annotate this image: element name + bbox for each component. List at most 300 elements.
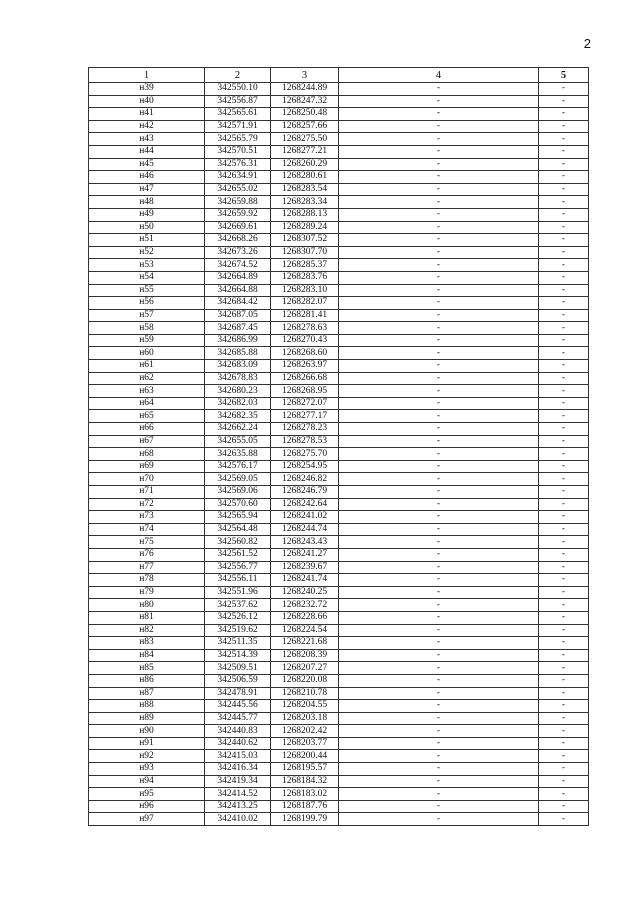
y-coordinate-cell: 1268281.41 (271, 309, 339, 322)
col-4-cell: - (339, 775, 539, 788)
y-coordinate-cell: 1268208.39 (271, 649, 339, 662)
col-4-cell: - (339, 410, 539, 423)
table-row (89, 498, 589, 511)
col-4-cell: - (339, 473, 539, 486)
table-row (89, 574, 589, 587)
col-4-cell: - (339, 372, 539, 385)
col-4-cell: - (339, 133, 539, 146)
point-id-cell: н89 (89, 712, 205, 725)
x-coordinate-cell: 342556.77 (205, 561, 271, 574)
x-coordinate-cell: 342659.92 (205, 208, 271, 221)
point-id-cell: н39 (89, 83, 205, 96)
col-4-cell: - (339, 360, 539, 373)
x-coordinate-cell: 342560.82 (205, 536, 271, 549)
header-row (89, 68, 589, 83)
point-id-cell: н76 (89, 548, 205, 561)
x-coordinate-cell: 342687.05 (205, 309, 271, 322)
y-coordinate-cell: 1268278.53 (271, 435, 339, 448)
col-5-cell: - (539, 108, 589, 121)
table-row (89, 662, 589, 675)
y-coordinate-cell: 1268283.10 (271, 284, 339, 297)
col-4-cell: - (339, 83, 539, 96)
y-coordinate-cell: 1268250.48 (271, 108, 339, 121)
y-coordinate-cell: 1268232.72 (271, 599, 339, 612)
point-id-cell: н58 (89, 322, 205, 335)
y-coordinate-cell: 1268307.52 (271, 234, 339, 247)
point-id-cell: н81 (89, 611, 205, 624)
table-row (89, 83, 589, 96)
col-5-cell: - (539, 599, 589, 612)
table-row (89, 410, 589, 423)
col-5-cell: - (539, 523, 589, 536)
col-4-cell: - (339, 259, 539, 272)
point-id-cell: н73 (89, 511, 205, 524)
col-5-cell: - (539, 725, 589, 738)
x-coordinate-cell: 342570.60 (205, 498, 271, 511)
table-row (89, 120, 589, 133)
col-5-cell: - (539, 687, 589, 700)
col-5-cell: - (539, 385, 589, 398)
col-4-cell: - (339, 561, 539, 574)
col-4-cell: - (339, 334, 539, 347)
col-5-cell: - (539, 271, 589, 284)
y-coordinate-cell: 1268277.21 (271, 145, 339, 158)
col-5-cell: - (539, 788, 589, 801)
x-coordinate-cell: 342440.83 (205, 725, 271, 738)
point-id-cell: н83 (89, 637, 205, 650)
point-id-cell: н65 (89, 410, 205, 423)
point-id-cell: н74 (89, 523, 205, 536)
point-id-cell: н63 (89, 385, 205, 398)
col-5-cell: - (539, 435, 589, 448)
table-row (89, 788, 589, 801)
table-row (89, 763, 589, 776)
x-coordinate-cell: 342682.03 (205, 397, 271, 410)
x-coordinate-cell: 342682.35 (205, 410, 271, 423)
col-4-cell: - (339, 460, 539, 473)
y-coordinate-cell: 1268307.70 (271, 246, 339, 259)
table-row (89, 523, 589, 536)
col-5-cell: - (539, 700, 589, 713)
table-body (89, 83, 589, 826)
col-4-cell: - (339, 347, 539, 360)
header-col-5: 5 (539, 68, 589, 83)
point-id-cell: н95 (89, 788, 205, 801)
table-row (89, 208, 589, 221)
y-coordinate-cell: 1268221.68 (271, 637, 339, 650)
y-coordinate-cell: 1268278.23 (271, 423, 339, 436)
y-coordinate-cell: 1268268.60 (271, 347, 339, 360)
col-5-cell: - (539, 284, 589, 297)
table-row (89, 221, 589, 234)
col-5-cell: - (539, 360, 589, 373)
col-5-cell: - (539, 120, 589, 133)
y-coordinate-cell: 1268200.44 (271, 750, 339, 763)
col-5-cell: - (539, 548, 589, 561)
col-4-cell: - (339, 574, 539, 587)
col-4-cell: - (339, 800, 539, 813)
table-row (89, 423, 589, 436)
col-4-cell: - (339, 599, 539, 612)
col-4-cell: - (339, 246, 539, 259)
col-4-cell: - (339, 611, 539, 624)
y-coordinate-cell: 1268228.66 (271, 611, 339, 624)
col-5-cell: - (539, 775, 589, 788)
table-row (89, 687, 589, 700)
y-coordinate-cell: 1268241.74 (271, 574, 339, 587)
col-4-cell: - (339, 423, 539, 436)
y-coordinate-cell: 1268278.63 (271, 322, 339, 335)
col-4-cell: - (339, 448, 539, 461)
x-coordinate-cell: 342686.99 (205, 334, 271, 347)
point-id-cell: н43 (89, 133, 205, 146)
table-row (89, 649, 589, 662)
point-id-cell: н48 (89, 196, 205, 209)
y-coordinate-cell: 1268283.34 (271, 196, 339, 209)
y-coordinate-cell: 1268263.97 (271, 360, 339, 373)
table-row (89, 397, 589, 410)
point-id-cell: н92 (89, 750, 205, 763)
col-4-cell: - (339, 120, 539, 133)
x-coordinate-cell: 342565.79 (205, 133, 271, 146)
x-coordinate-cell: 342526.12 (205, 611, 271, 624)
table-row (89, 548, 589, 561)
point-id-cell: н88 (89, 700, 205, 713)
y-coordinate-cell: 1268203.18 (271, 712, 339, 725)
col-4-cell: - (339, 737, 539, 750)
coordinates-table (88, 67, 589, 826)
table-row (89, 183, 589, 196)
y-coordinate-cell: 1268246.82 (271, 473, 339, 486)
table-row (89, 297, 589, 310)
table-row (89, 372, 589, 385)
col-4-cell: - (339, 284, 539, 297)
col-4-cell: - (339, 397, 539, 410)
point-id-cell: н96 (89, 800, 205, 813)
point-id-cell: н93 (89, 763, 205, 776)
point-id-cell: н69 (89, 460, 205, 473)
point-id-cell: н72 (89, 498, 205, 511)
x-coordinate-cell: 342506.59 (205, 674, 271, 687)
x-coordinate-cell: 342684.42 (205, 297, 271, 310)
y-coordinate-cell: 1268243.43 (271, 536, 339, 549)
y-coordinate-cell: 1268183.02 (271, 788, 339, 801)
col-5-cell: - (539, 196, 589, 209)
x-coordinate-cell: 342419.34 (205, 775, 271, 788)
col-5-cell: - (539, 95, 589, 108)
col-4-cell: - (339, 750, 539, 763)
x-coordinate-cell: 342514.39 (205, 649, 271, 662)
col-4-cell: - (339, 158, 539, 171)
x-coordinate-cell: 342674.52 (205, 259, 271, 272)
table-row (89, 171, 589, 184)
y-coordinate-cell: 1268257.66 (271, 120, 339, 133)
x-coordinate-cell: 342416.34 (205, 763, 271, 776)
x-coordinate-cell: 342551.96 (205, 586, 271, 599)
col-5-cell: - (539, 763, 589, 776)
point-id-cell: н46 (89, 171, 205, 184)
col-5-cell: - (539, 347, 589, 360)
header-col-4: 4 (339, 68, 539, 83)
col-4-cell: - (339, 662, 539, 675)
x-coordinate-cell: 342655.05 (205, 435, 271, 448)
col-5-cell: - (539, 561, 589, 574)
col-4-cell: - (339, 322, 539, 335)
x-coordinate-cell: 342678.83 (205, 372, 271, 385)
col-5-cell: - (539, 448, 589, 461)
table-row (89, 158, 589, 171)
table-row (89, 637, 589, 650)
x-coordinate-cell: 342410.02 (205, 813, 271, 826)
col-5-cell: - (539, 637, 589, 650)
y-coordinate-cell: 1268204.55 (271, 700, 339, 713)
col-4-cell: - (339, 624, 539, 637)
table-row (89, 700, 589, 713)
point-id-cell: н79 (89, 586, 205, 599)
col-4-cell: - (339, 171, 539, 184)
table-row (89, 360, 589, 373)
table-row (89, 511, 589, 524)
col-5-cell: - (539, 234, 589, 247)
table-row (89, 750, 589, 763)
x-coordinate-cell: 342561.52 (205, 548, 271, 561)
col-4-cell: - (339, 385, 539, 398)
table-row (89, 234, 589, 247)
y-coordinate-cell: 1268242.64 (271, 498, 339, 511)
y-coordinate-cell: 1268240.25 (271, 586, 339, 599)
header-col-2: 2 (205, 68, 271, 83)
point-id-cell: н82 (89, 624, 205, 637)
header-col-1: 1 (89, 68, 205, 83)
col-4-cell: - (339, 788, 539, 801)
x-coordinate-cell: 342673.26 (205, 246, 271, 259)
y-coordinate-cell: 1268247.32 (271, 95, 339, 108)
col-4-cell: - (339, 712, 539, 725)
table-row (89, 347, 589, 360)
point-id-cell: н47 (89, 183, 205, 196)
col-5-cell: - (539, 334, 589, 347)
col-4-cell: - (339, 221, 539, 234)
header-col-3: 3 (271, 68, 339, 83)
x-coordinate-cell: 342478.91 (205, 687, 271, 700)
point-id-cell: н61 (89, 360, 205, 373)
table-row (89, 133, 589, 146)
col-5-cell: - (539, 649, 589, 662)
page-number: 2 (583, 36, 591, 51)
y-coordinate-cell: 1268244.89 (271, 83, 339, 96)
x-coordinate-cell: 342683.09 (205, 360, 271, 373)
col-5-cell: - (539, 574, 589, 587)
x-coordinate-cell: 342668.26 (205, 234, 271, 247)
table-row (89, 536, 589, 549)
point-id-cell: н52 (89, 246, 205, 259)
x-coordinate-cell: 342556.87 (205, 95, 271, 108)
y-coordinate-cell: 1268260.29 (271, 158, 339, 171)
col-4-cell: - (339, 523, 539, 536)
y-coordinate-cell: 1268275.50 (271, 133, 339, 146)
col-4-cell: - (339, 674, 539, 687)
point-id-cell: н66 (89, 423, 205, 436)
table-row (89, 737, 589, 750)
table-row (89, 674, 589, 687)
col-5-cell: - (539, 372, 589, 385)
x-coordinate-cell: 342414.52 (205, 788, 271, 801)
col-5-cell: - (539, 322, 589, 335)
x-coordinate-cell: 342662.24 (205, 423, 271, 436)
col-5-cell: - (539, 486, 589, 499)
y-coordinate-cell: 1268239.67 (271, 561, 339, 574)
y-coordinate-cell: 1268224.54 (271, 624, 339, 637)
col-4-cell: - (339, 145, 539, 158)
col-5-cell: - (539, 473, 589, 486)
col-4-cell: - (339, 700, 539, 713)
col-5-cell: - (539, 662, 589, 675)
col-5-cell: - (539, 498, 589, 511)
y-coordinate-cell: 1268282.07 (271, 297, 339, 310)
y-coordinate-cell: 1268280.61 (271, 171, 339, 184)
col-5-cell: - (539, 624, 589, 637)
y-coordinate-cell: 1268241.02 (271, 511, 339, 524)
x-coordinate-cell: 342519.62 (205, 624, 271, 637)
col-5-cell: - (539, 259, 589, 272)
x-coordinate-cell: 342570.51 (205, 145, 271, 158)
col-5-cell: - (539, 208, 589, 221)
point-id-cell: н55 (89, 284, 205, 297)
table-row (89, 196, 589, 209)
col-4-cell: - (339, 637, 539, 650)
point-id-cell: н85 (89, 662, 205, 675)
col-5-cell: - (539, 423, 589, 436)
x-coordinate-cell: 342685.88 (205, 347, 271, 360)
y-coordinate-cell: 1268254.95 (271, 460, 339, 473)
col-5-cell: - (539, 309, 589, 322)
x-coordinate-cell: 342669.61 (205, 221, 271, 234)
point-id-cell: н56 (89, 297, 205, 310)
col-5-cell: - (539, 171, 589, 184)
x-coordinate-cell: 342565.94 (205, 511, 271, 524)
x-coordinate-cell: 342576.17 (205, 460, 271, 473)
y-coordinate-cell: 1268210.78 (271, 687, 339, 700)
table-row (89, 108, 589, 121)
col-5-cell: - (539, 611, 589, 624)
x-coordinate-cell: 342664.89 (205, 271, 271, 284)
x-coordinate-cell: 342550.10 (205, 83, 271, 96)
point-id-cell: н53 (89, 259, 205, 272)
point-id-cell: н49 (89, 208, 205, 221)
point-id-cell: н80 (89, 599, 205, 612)
y-coordinate-cell: 1268187.76 (271, 800, 339, 813)
table-row (89, 800, 589, 813)
x-coordinate-cell: 342664.88 (205, 284, 271, 297)
x-coordinate-cell: 342576.31 (205, 158, 271, 171)
point-id-cell: н84 (89, 649, 205, 662)
y-coordinate-cell: 1268285.37 (271, 259, 339, 272)
x-coordinate-cell: 342509.51 (205, 662, 271, 675)
table-row (89, 334, 589, 347)
point-id-cell: н54 (89, 271, 205, 284)
col-4-cell: - (339, 108, 539, 121)
col-5-cell: - (539, 586, 589, 599)
table-row (89, 435, 589, 448)
y-coordinate-cell: 1268199.79 (271, 813, 339, 826)
x-coordinate-cell: 342511.35 (205, 637, 271, 650)
y-coordinate-cell: 1268270.43 (271, 334, 339, 347)
col-4-cell: - (339, 309, 539, 322)
col-5-cell: - (539, 813, 589, 826)
col-5-cell: - (539, 183, 589, 196)
x-coordinate-cell: 342655.02 (205, 183, 271, 196)
y-coordinate-cell: 1268277.17 (271, 410, 339, 423)
col-5-cell: - (539, 221, 589, 234)
col-5-cell: - (539, 460, 589, 473)
col-5-cell: - (539, 410, 589, 423)
y-coordinate-cell: 1268203.77 (271, 737, 339, 750)
point-id-cell: н67 (89, 435, 205, 448)
x-coordinate-cell: 342565.61 (205, 108, 271, 121)
x-coordinate-cell: 342445.56 (205, 700, 271, 713)
table-row (89, 385, 589, 398)
col-5-cell: - (539, 83, 589, 96)
point-id-cell: н62 (89, 372, 205, 385)
y-coordinate-cell: 1268283.76 (271, 271, 339, 284)
point-id-cell: н70 (89, 473, 205, 486)
point-id-cell: н41 (89, 108, 205, 121)
table-row (89, 599, 589, 612)
x-coordinate-cell: 342634.91 (205, 171, 271, 184)
table-row (89, 271, 589, 284)
col-4-cell: - (339, 548, 539, 561)
y-coordinate-cell: 1268268.95 (271, 385, 339, 398)
table-row (89, 586, 589, 599)
x-coordinate-cell: 342571.91 (205, 120, 271, 133)
point-id-cell: н45 (89, 158, 205, 171)
table-row (89, 259, 589, 272)
x-coordinate-cell: 342635.88 (205, 448, 271, 461)
col-5-cell: - (539, 397, 589, 410)
point-id-cell: н51 (89, 234, 205, 247)
y-coordinate-cell: 1268266.68 (271, 372, 339, 385)
table-row (89, 246, 589, 259)
x-coordinate-cell: 342556.11 (205, 574, 271, 587)
col-4-cell: - (339, 271, 539, 284)
col-5-cell: - (539, 737, 589, 750)
point-id-cell: н77 (89, 561, 205, 574)
col-4-cell: - (339, 511, 539, 524)
y-coordinate-cell: 1268244.74 (271, 523, 339, 536)
point-id-cell: н44 (89, 145, 205, 158)
table-row (89, 725, 589, 738)
table-row (89, 624, 589, 637)
x-coordinate-cell: 342687.45 (205, 322, 271, 335)
col-5-cell: - (539, 246, 589, 259)
col-4-cell: - (339, 208, 539, 221)
col-5-cell: - (539, 536, 589, 549)
table-row (89, 309, 589, 322)
col-5-cell: - (539, 674, 589, 687)
y-coordinate-cell: 1268220.08 (271, 674, 339, 687)
col-4-cell: - (339, 813, 539, 826)
col-5-cell: - (539, 800, 589, 813)
point-id-cell: н60 (89, 347, 205, 360)
point-id-cell: н42 (89, 120, 205, 133)
table-row (89, 561, 589, 574)
col-4-cell: - (339, 196, 539, 209)
y-coordinate-cell: 1268283.54 (271, 183, 339, 196)
col-4-cell: - (339, 649, 539, 662)
table-row (89, 486, 589, 499)
table-row (89, 448, 589, 461)
col-4-cell: - (339, 95, 539, 108)
